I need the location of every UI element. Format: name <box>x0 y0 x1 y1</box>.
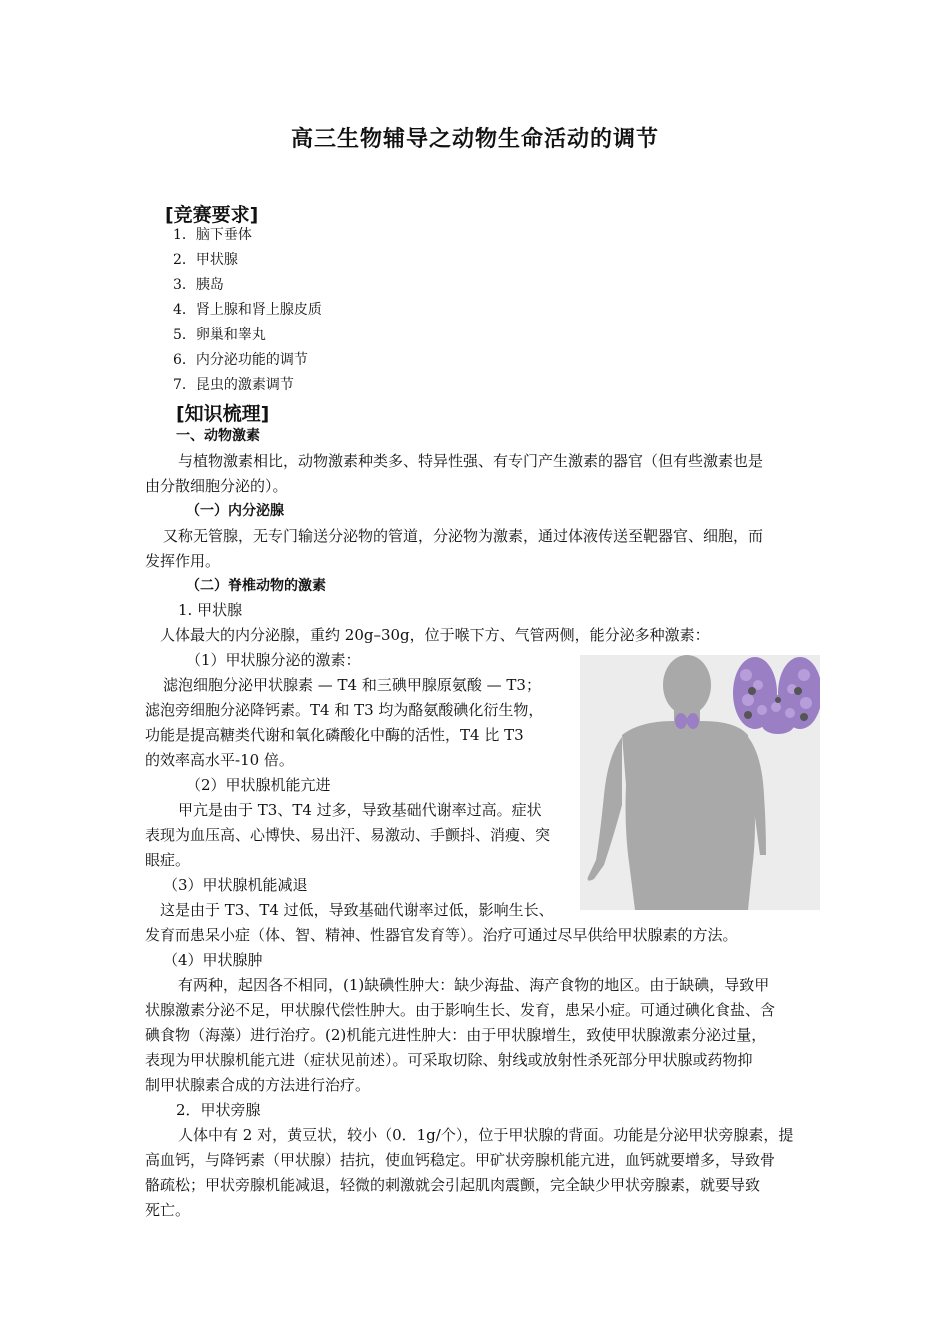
human-silhouette-icon <box>580 655 820 910</box>
thyroid-gland-icon <box>733 657 820 734</box>
paragraph-line: 滤泡细胞分泌甲状腺素 — T4 和三碘甲腺原氨酸 — T3； <box>163 676 541 694</box>
paragraph-line: 功能是提高糖类代谢和氧化磷酸化中酶的活性，T4 比 T3 <box>145 726 524 744</box>
knowledge-heading: [知识梳理] <box>176 403 270 425</box>
paragraph-line: 又称无管腺，无专门输送分泌物的管道，分泌物为激素，通过体液传送至靶器官、细胞，而 <box>163 527 764 545</box>
item-title: （2）甲状腺机能亢进 <box>186 776 331 794</box>
paragraph-line: 这是由于 T3、T4 过低，导致基础代谢率过低，影响生长、 <box>160 901 554 919</box>
paragraph-line: 甲亢是由于 T3、T4 过多，导致基础代谢率过高。症状 <box>178 801 542 819</box>
requirement-item: 6．内分泌功能的调节 <box>173 352 308 368</box>
section-title: 一、动物激素 <box>176 428 260 444</box>
paragraph-line: 由分散细胞分泌的）。 <box>145 477 288 495</box>
requirements-heading: [竞赛要求] <box>165 204 259 226</box>
thyroid-illustration <box>580 655 820 910</box>
subsection-title: （二）脊椎动物的激素 <box>186 578 326 594</box>
paragraph-line: 人体中有 2 对，黄豆状，较小（0．1g/个），位于甲状腺的背面。功能是分泌甲状旁腺素，提 <box>178 1126 794 1144</box>
requirement-item: 3．胰岛 <box>173 277 224 293</box>
paragraph-line: 死亡。 <box>145 1201 191 1219</box>
requirement-item: 4．肾上腺和肾上腺皮质 <box>173 302 322 318</box>
requirement-item: 1．脑下垂体 <box>173 227 252 243</box>
document-title: 高三生物辅导之动物生命活动的调节 <box>290 127 659 152</box>
paragraph-line: 的效率高水平-10 倍。 <box>145 751 294 769</box>
paragraph-line: 骼疏松；甲状旁腺机能减退，轻微的刺激就会引起肌肉震颤，完全缺少甲状旁腺素，就要导致 <box>145 1176 761 1194</box>
item-title: （1）甲状腺分泌的激素： <box>186 651 361 669</box>
paragraph-line: 与植物激素相比，动物激素种类多、特异性强、有专门产生激素的器官（但有些激素也是 <box>178 452 764 470</box>
paragraph-line: 眼症。 <box>145 851 191 869</box>
requirement-item: 2．甲状腺 <box>173 252 238 268</box>
paragraph-line: 有两种，起因各不相同，(1)缺碘性肿大：缺少海盐、海产食物的地区。由于缺碘，导致甲 <box>178 976 770 994</box>
paragraph-line: 高血钙，与降钙素（甲状腺）拮抗，使血钙稳定。甲矿状旁腺机能亢进，血钙就要增多，导致骨 <box>145 1151 776 1169</box>
item-title: （3）甲状腺机能减退 <box>163 876 308 894</box>
paragraph-line: 表现为甲状腺机能亢进（症状见前述）。可采取切除、射线或放射性杀死部分甲状腺或药物抑 <box>145 1051 753 1069</box>
requirement-item: 5．卵巢和睾丸 <box>173 327 266 343</box>
item-title: （4）甲状腺肿 <box>163 951 263 969</box>
subsection-title: （一）内分泌腺 <box>186 503 284 519</box>
paragraph-line: 制甲状腺素合成的方法进行治疗。 <box>145 1076 371 1094</box>
paragraph-line: 发育而患呆小症（体、智、精神、性器官发育等）。治疗可通过尽早供给甲状腺素的方法。 <box>145 926 738 944</box>
paragraph-line: 人体最大的内分泌腺，重约 20g–30g，位于喉下方、气管两侧，能分泌多种激素： <box>160 626 710 644</box>
paragraph-line: 碘食物（海藻）进行治疗。(2)机能亢进性肿大：由于甲状腺增生，致使甲状腺激素分泌过量， <box>145 1026 767 1044</box>
paragraph-line: 表现为血压高、心博快、易出汗、易激动、手颤抖、消瘦、突 <box>145 826 551 844</box>
item-title: 2．甲状旁腺 <box>176 1101 261 1119</box>
paragraph-line: 发挥作用。 <box>145 552 221 570</box>
item-title: 1. 甲状腺 <box>178 601 243 619</box>
requirement-item: 7．昆虫的激素调节 <box>173 377 294 393</box>
paragraph-line: 滤泡旁细胞分泌降钙素。T4 和 T3 均为酪氨酸碘化衍生物， <box>145 701 544 719</box>
paragraph-line: 状腺激素分泌不足，甲状腺代偿性肿大。由于影响生长、发育，患呆小症。可通过碘化食盐、含 <box>145 1001 776 1019</box>
